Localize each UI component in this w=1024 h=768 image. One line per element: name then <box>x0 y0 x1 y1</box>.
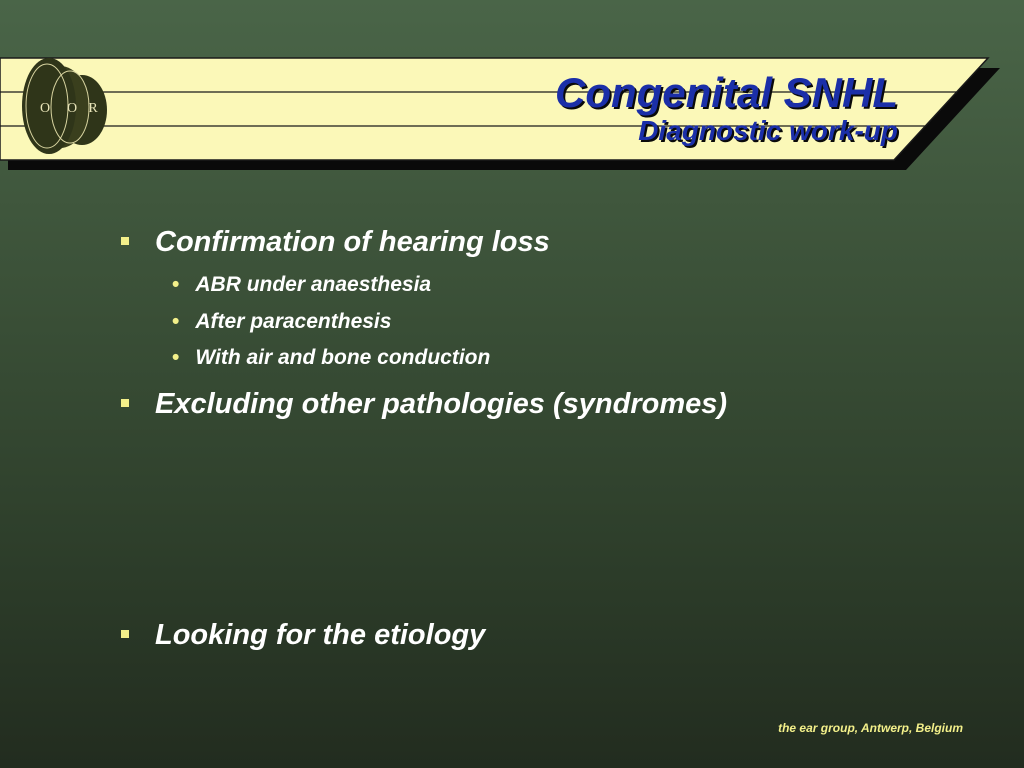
square-bullet-icon <box>121 630 129 638</box>
logo-letter: O <box>39 101 51 116</box>
sub-bullet-text: With air and bone conduction <box>195 346 491 369</box>
bullet-item <box>121 226 550 259</box>
bullet-text: Excluding other pathologies (syndromes) <box>155 388 728 420</box>
slide-title: Congenital SNHL <box>555 69 898 116</box>
sub-bullet-text: ABR under anaesthesia <box>195 273 432 296</box>
bullet-text: Confirmation of hearing loss <box>155 226 550 258</box>
bullet-text: Looking for the etiology <box>155 619 486 651</box>
bullet-item <box>121 388 727 421</box>
logo-letter: R <box>88 101 98 116</box>
dot-bullet-icon: • <box>172 346 180 369</box>
sub-bullet-item <box>172 346 490 370</box>
square-bullet-icon <box>121 399 129 407</box>
logo-letter: O <box>66 101 78 116</box>
sub-bullet-item <box>172 273 431 297</box>
sub-bullet-item <box>172 310 391 334</box>
dot-bullet-icon: • <box>172 273 180 296</box>
footer-credit: the ear group, Antwerp, Belgium <box>778 721 963 735</box>
bullet-item <box>121 619 485 652</box>
dot-bullet-icon: • <box>172 310 180 333</box>
title-block <box>555 70 898 146</box>
slide-subtitle: Diagnostic work-up <box>638 115 898 146</box>
sub-bullet-text: After paracenthesis <box>195 310 392 333</box>
square-bullet-icon <box>121 237 129 245</box>
